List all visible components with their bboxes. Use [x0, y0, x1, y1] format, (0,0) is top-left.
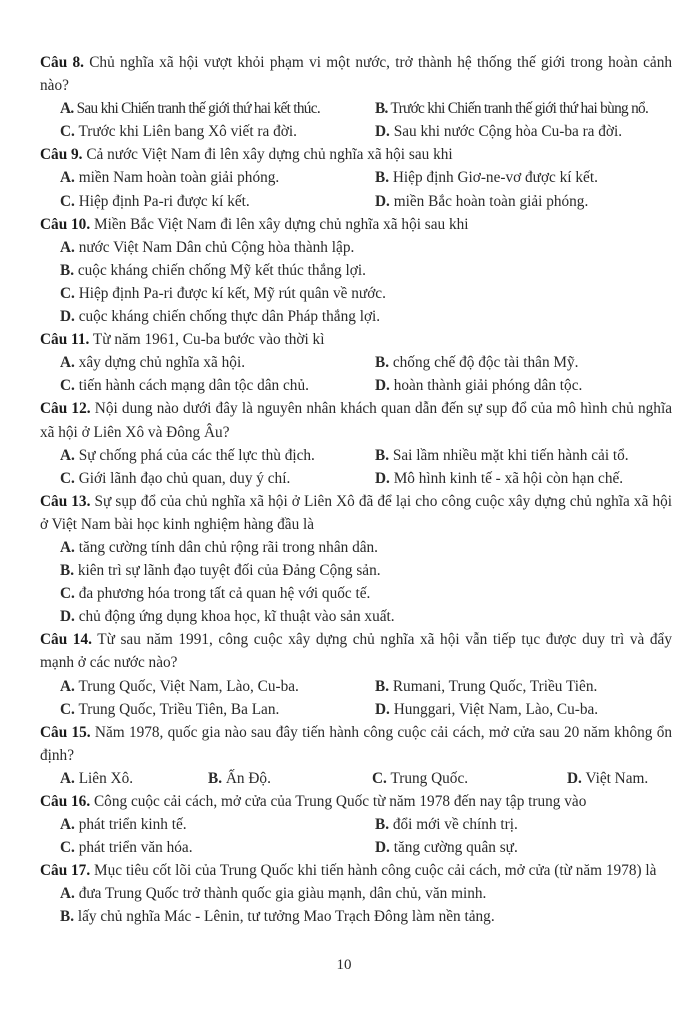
- answer-option: [375, 698, 672, 721]
- answer-options: [40, 444, 672, 490]
- answer-option: [60, 767, 208, 790]
- question-stem: [40, 143, 672, 166]
- option-letter: C.: [60, 192, 75, 210]
- option-text: Giới lãnh đạo chủ quan, duy ý chí.: [78, 469, 291, 487]
- option-letter: B.: [375, 354, 390, 372]
- answer-option: [375, 374, 672, 397]
- answer-option: [375, 166, 672, 189]
- answer-option: [60, 836, 375, 859]
- option-letter: B.: [60, 261, 75, 279]
- option-text: Trung Quốc, Triều Tiên, Ba Lan.: [78, 700, 280, 718]
- option-text: Trung Quốc, Việt Nam, Lào, Cu-ba.: [78, 677, 299, 695]
- option-text: hoàn thành giải phóng dân tộc.: [393, 377, 583, 395]
- option-text: Rumani, Trung Quốc, Triều Tiên.: [392, 677, 598, 695]
- option-text: Mô hình kinh tế - xã hội còn hạn chế.: [393, 469, 624, 487]
- answer-option: [375, 813, 672, 836]
- answer-option: [208, 767, 372, 790]
- option-letter: D.: [375, 700, 390, 718]
- option-letter: A.: [60, 538, 75, 556]
- answer-option: [375, 97, 672, 120]
- option-text: đa phương hóa trong tất cả quan hệ với quốc tế.: [78, 585, 371, 603]
- question-text: Chủ nghĩa xã hội vượt khỏi phạm vi một nước, trở thành hệ thống thế giới trong hoàn cảnh nào?: [40, 54, 672, 95]
- option-text: phát triển văn hóa.: [78, 839, 193, 857]
- option-text: lấy chủ nghĩa Mác - Lênin, tư tưởng Mao Trạch Đông làm nền tảng.: [77, 908, 495, 926]
- option-letter: D.: [375, 377, 390, 395]
- option-letter: D.: [567, 769, 582, 787]
- option-text: cuộc kháng chiến chống Mỹ kết thúc thắng lợi.: [77, 261, 366, 279]
- question-text: Sự sụp đổ của chủ nghĩa xã hội ở Liên Xô đã để lại cho công cuộc xây dựng chủ nghĩa xã hội ở Việt Nam bài học kinh nghiệm hàng đầu là: [40, 492, 672, 533]
- option-letter: A.: [60, 816, 75, 834]
- answer-option: [60, 559, 672, 582]
- option-letter: B.: [375, 677, 390, 695]
- answer-options: [40, 675, 672, 721]
- question-stem: [40, 213, 672, 236]
- option-text: Liên Xô.: [78, 769, 134, 787]
- option-letter: A.: [60, 769, 75, 787]
- answer-option: [60, 698, 375, 721]
- question: [40, 51, 672, 143]
- option-letter: A.: [60, 354, 75, 372]
- question: [40, 790, 672, 859]
- answer-option: [372, 767, 567, 790]
- question: [40, 213, 672, 328]
- option-text: cuộc kháng chiến chống thực dân Pháp thắng lợi.: [78, 308, 381, 326]
- answer-option: [60, 374, 375, 397]
- option-letter: C.: [60, 123, 75, 141]
- option-letter: B.: [375, 100, 388, 118]
- question: [40, 490, 672, 629]
- question-number: Câu 14.: [40, 631, 92, 649]
- option-letter: C.: [60, 700, 75, 718]
- option-text: Việt Nam.: [585, 769, 649, 787]
- option-letter: C.: [60, 377, 75, 395]
- question-stem: [40, 859, 672, 882]
- question-text: Công cuộc cải cách, mở cửa của Trung Quốc từ năm 1978 đến nay tập trung vào: [93, 793, 587, 810]
- option-letter: A.: [60, 677, 75, 695]
- question-number: Câu 12.: [40, 400, 91, 418]
- answer-options: [40, 536, 672, 628]
- question-number: Câu 13.: [40, 492, 91, 510]
- option-text: Hiệp định Pa-ri được kí kết, Mỹ rút quân về nước.: [78, 284, 386, 302]
- answer-option: [60, 97, 375, 120]
- answer-option: [60, 905, 672, 928]
- option-letter: A.: [60, 169, 75, 187]
- answer-option: [60, 444, 375, 467]
- answer-option: [60, 882, 672, 905]
- question-text: Năm 1978, quốc gia nào sau đây tiến hành công cuộc cải cách, mở cửa sau 20 năm không ổn định?: [40, 723, 672, 764]
- option-letter: A.: [60, 446, 75, 464]
- question-stem: [40, 628, 672, 674]
- question-number: Câu 9.: [40, 146, 83, 164]
- option-letter: C.: [60, 839, 75, 857]
- question-number: Câu 8.: [40, 54, 84, 71]
- question-number: Câu 11.: [40, 331, 90, 349]
- option-letter: A.: [60, 885, 75, 903]
- question-text: Nội dung nào dưới đây là nguyên nhân khách quan dẫn đến sự sụp đổ của mô hình chủ nghĩa xã hội ở Liên Xô và Đông Âu?: [40, 400, 672, 441]
- option-letter: C.: [60, 469, 75, 487]
- answer-options: [40, 97, 672, 143]
- option-text: Hunggari, Việt Nam, Lào, Cu-ba.: [393, 700, 599, 718]
- option-letter: C.: [60, 284, 75, 302]
- option-text: Trước khi Liên bang Xô viết ra đời.: [78, 123, 297, 141]
- answer-options: [40, 882, 672, 928]
- question-stem: [40, 51, 672, 97]
- option-letter: D.: [375, 192, 390, 210]
- question: [40, 721, 672, 790]
- question: [40, 328, 672, 397]
- option-letter: B.: [375, 816, 390, 834]
- question-number: Câu 16.: [40, 793, 91, 810]
- answer-option: [60, 675, 375, 698]
- option-letter: B.: [208, 769, 223, 787]
- option-letter: C.: [372, 769, 387, 787]
- answer-option: [375, 351, 672, 374]
- option-letter: B.: [60, 908, 75, 926]
- answer-option: [60, 259, 672, 282]
- answer-option: [60, 305, 672, 328]
- option-text: tiến hành cách mạng dân tộc dân chủ.: [78, 377, 309, 395]
- option-letter: D.: [375, 839, 390, 857]
- question-text: Miền Bắc Việt Nam đi lên xây dựng chủ nghĩa xã hội sau khi: [93, 215, 469, 233]
- option-text: Hiệp định Giơ-ne-vơ được kí kết.: [392, 169, 598, 187]
- question-text: Cả nước Việt Nam đi lên xây dựng chủ nghĩa xã hội sau khi: [86, 146, 453, 164]
- option-text: Sau khi nước Cộng hòa Cu-ba ra đời.: [393, 123, 623, 141]
- option-text: Ấn Độ.: [225, 769, 271, 787]
- question-stem: [40, 397, 672, 443]
- answer-option: [60, 351, 375, 374]
- question-text: Từ sau năm 1991, công cuộc xây dựng chủ nghĩa xã hội vẫn tiếp tục được duy trì và đẩy mạnh ở các nước nào?: [40, 631, 672, 672]
- option-text: Trước khi Chiến tranh thế giới thứ hai bùng nổ.: [390, 100, 649, 118]
- answer-option: [60, 582, 672, 605]
- option-text: kiên trì sự lãnh đạo tuyệt đối của Đảng Cộng sản.: [77, 562, 381, 580]
- question: [40, 859, 672, 928]
- question-number: Câu 10.: [40, 215, 91, 233]
- answer-option: [375, 836, 672, 859]
- option-letter: D.: [60, 308, 75, 326]
- answer-option: [375, 675, 672, 698]
- answer-option: [60, 536, 672, 559]
- question-stem: [40, 721, 672, 767]
- question-list: [40, 51, 672, 929]
- answer-option: [60, 120, 375, 143]
- option-letter: A.: [60, 238, 75, 256]
- answer-option: [60, 605, 672, 628]
- answer-option: [375, 467, 672, 490]
- answer-option: [60, 166, 375, 189]
- option-text: đổi mới về chính trị.: [392, 816, 518, 834]
- option-text: chủ động ứng dụng khoa học, kĩ thuật vào sản xuất.: [78, 608, 395, 626]
- question: [40, 143, 672, 212]
- option-text: Hiệp định Pa-ri được kí kết.: [78, 192, 250, 210]
- option-letter: D.: [60, 608, 75, 626]
- question: [40, 628, 672, 720]
- answer-option: [375, 444, 672, 467]
- question-number: Câu 17.: [40, 862, 91, 880]
- option-letter: C.: [60, 585, 75, 603]
- answer-option: [60, 282, 672, 305]
- option-letter: A.: [60, 100, 74, 118]
- answer-option: [60, 467, 375, 490]
- option-letter: B.: [60, 562, 75, 580]
- option-letter: D.: [375, 123, 390, 141]
- question-text: Mục tiêu cốt lõi của Trung Quốc khi tiến hành công cuộc cải cách, mở cửa (từ năm 1978) là: [93, 862, 657, 880]
- question: [40, 397, 672, 489]
- option-text: nước Việt Nam Dân chủ Cộng hòa thành lập.: [78, 238, 355, 256]
- option-text: đưa Trung Quốc trở thành quốc gia giàu mạnh, dân chủ, văn minh.: [78, 885, 487, 903]
- option-text: chống chế độ độc tài thân Mỹ.: [392, 354, 579, 372]
- answer-option: [567, 767, 672, 790]
- option-text: Trung Quốc.: [390, 769, 469, 787]
- option-text: miền Bắc hoàn toàn giải phóng.: [393, 192, 589, 210]
- option-text: miền Nam hoàn toàn giải phóng.: [78, 169, 280, 187]
- option-text: tăng cường quân sự.: [393, 839, 518, 857]
- answer-option: [375, 120, 672, 143]
- option-text: tăng cường tính dân chủ rộng rãi trong nhân dân.: [78, 538, 379, 556]
- answer-options: [40, 351, 672, 397]
- answer-option: [60, 813, 375, 836]
- question-stem: [40, 490, 672, 536]
- answer-options: [40, 166, 672, 212]
- answer-option: [375, 190, 672, 213]
- question-number: Câu 15.: [40, 723, 91, 741]
- answer-option: [60, 190, 375, 213]
- option-text: Sự chống phá của các thế lực thù địch.: [78, 446, 315, 464]
- answer-options: [40, 813, 672, 859]
- page-number: 10: [336, 957, 352, 973]
- option-text: phát triển kinh tế.: [78, 816, 187, 834]
- option-text: xây dựng chủ nghĩa xã hội.: [78, 354, 246, 372]
- answer-options: [40, 236, 672, 328]
- option-letter: B.: [375, 446, 390, 464]
- option-letter: B.: [375, 169, 390, 187]
- question-stem: [40, 790, 672, 813]
- answer-options: [40, 767, 672, 790]
- option-text: Sai lầm nhiều mặt khi tiến hành cải tổ.: [392, 446, 629, 464]
- option-letter: D.: [375, 469, 390, 487]
- question-text: Từ năm 1961, Cu-ba bước vào thời kì: [92, 331, 325, 349]
- option-text: Sau khi Chiến tranh thế giới thứ hai kết thúc.: [76, 100, 320, 118]
- question-stem: [40, 328, 672, 351]
- answer-option: [60, 236, 672, 259]
